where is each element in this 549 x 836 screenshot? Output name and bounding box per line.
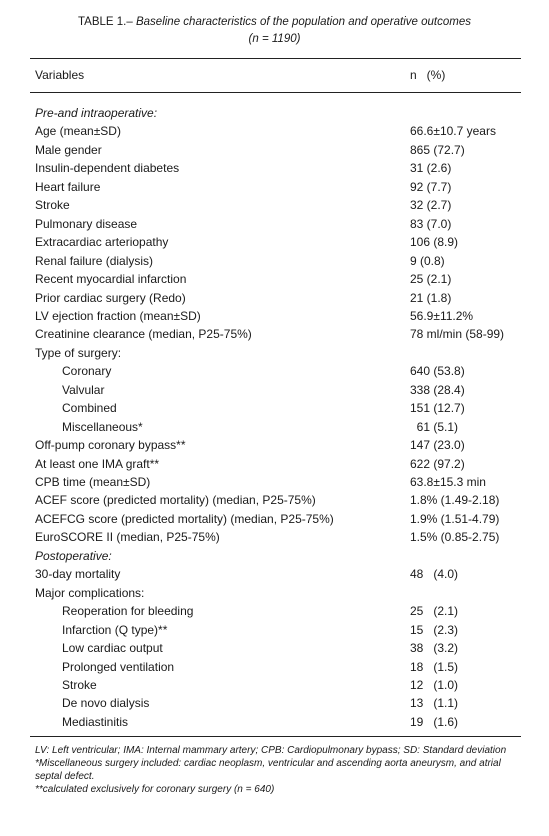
value-cell: 56.9±11.2% — [410, 308, 474, 323]
header-n-percent: n (%) — [410, 68, 446, 82]
table-row — [0, 602, 549, 620]
variable-label: LV ejection fraction (mean±SD) — [35, 308, 201, 323]
value-cell: 12 (1.0) — [410, 677, 459, 692]
header-variables: Variables — [35, 68, 85, 82]
value-cell: 106 (8.9) — [410, 235, 459, 250]
variable-label: Stroke — [62, 677, 97, 692]
value-cell: 66.6±10.7 years — [410, 124, 496, 139]
table-row — [0, 694, 549, 712]
header-row — [0, 66, 549, 84]
bottom-rule — [30, 736, 521, 737]
value-cell: 13 (1.1) — [410, 696, 459, 711]
variable-label: Miscellaneous* — [62, 419, 143, 434]
value-cell: 25 (2.1) — [410, 604, 459, 619]
table-row — [0, 270, 549, 288]
variable-label: Low cardiac output — [62, 641, 163, 656]
table-row — [0, 565, 549, 583]
table-row — [0, 399, 549, 417]
table-row — [0, 491, 549, 509]
footnote-coronary: **calculated exclusively for coronary surgery (n = 640) — [35, 784, 275, 795]
value-cell: 63.8±15.3 min — [410, 475, 486, 489]
variable-label: Combined — [62, 401, 117, 416]
value-cell: 78 ml/min (58-99) — [410, 327, 505, 342]
variable-label: CPB time (mean±SD) — [35, 475, 151, 489]
table-label: TABLE 1.– — [78, 16, 136, 28]
variable-label: Recent myocardial infarction — [35, 272, 187, 287]
variable-label: Stroke — [35, 198, 70, 213]
value-cell: 338 (28.4) — [410, 382, 465, 397]
value-cell: 865 (72.7) — [410, 142, 465, 157]
table-row — [0, 289, 549, 307]
variable-label: Major complications: — [35, 585, 145, 600]
section-header-row — [0, 104, 549, 122]
value-cell: 21 (1.8) — [410, 290, 452, 305]
table-row — [0, 676, 549, 694]
table-sample-size: (n = 1190) — [248, 33, 301, 45]
variable-label: Postoperative: — [35, 548, 112, 563]
variable-label: Type of surgery: — [35, 345, 122, 360]
variable-label: Valvular — [62, 382, 105, 397]
table-row — [0, 639, 549, 657]
footnote-miscellaneous: *Miscellaneous surgery included: cardiac neoplasm, ventricular and ascending aorta aneurysm, and atrial septal defect. — [35, 758, 501, 782]
variable-label: Prior cardiac surgery (Redo) — [35, 290, 186, 305]
value-cell: 1.8% (1.49-2.18) — [410, 493, 500, 508]
variable-label: Insulin-dependent diabetes — [35, 161, 180, 176]
table-row — [0, 381, 549, 399]
header-rule — [30, 92, 521, 93]
top-rule — [30, 58, 521, 59]
value-cell: 48 (4.0) — [410, 567, 459, 582]
variable-label: At least one IMA graft** — [35, 456, 160, 471]
value-cell: 147 (23.0) — [410, 438, 465, 453]
value-cell: 25 (2.1) — [410, 272, 452, 287]
variable-label: Infarction (Q type)** — [62, 622, 168, 637]
table-row — [0, 528, 549, 546]
table-title — [0, 14, 549, 48]
variable-label: De novo dialysis — [62, 696, 150, 711]
table-row — [0, 436, 549, 454]
value-cell: 32 (2.7) — [410, 198, 452, 213]
section-header-row — [0, 547, 549, 565]
table-row — [0, 215, 549, 233]
variable-label: Male gender — [35, 142, 102, 157]
table-row — [0, 307, 549, 325]
value-cell: 1.9% (1.51-4.79) — [410, 511, 500, 526]
variable-label: Off-pump coronary bypass** — [35, 438, 186, 453]
table-row — [0, 658, 549, 676]
table-title-line — [0, 14, 549, 31]
value-cell: 92 (7.7) — [410, 179, 452, 194]
variable-label: Renal failure (dialysis) — [35, 253, 154, 268]
variable-label: Pre-and intraoperative: — [35, 106, 158, 120]
table-row — [0, 713, 549, 731]
value-cell: 15 (2.3) — [410, 622, 459, 637]
variable-label: 30-day mortality — [35, 567, 121, 582]
table-row — [0, 159, 549, 177]
variable-label: Heart failure — [35, 179, 101, 194]
variable-label: Prolonged ventilation — [62, 659, 175, 674]
value-cell: 151 (12.7) — [410, 401, 465, 416]
table-row — [0, 325, 549, 343]
footnotes — [35, 744, 521, 796]
table-row — [0, 344, 549, 362]
value-cell: 18 (1.5) — [410, 659, 459, 674]
value-cell: 61 (5.1) — [410, 419, 459, 434]
table-row — [0, 362, 549, 380]
table-row — [0, 455, 549, 473]
variable-label: Mediastinitis — [62, 714, 129, 729]
variable-label: EuroSCORE II (median, P25-75%) — [35, 530, 220, 545]
table-row — [0, 141, 549, 159]
variable-label: ACEFCG score (predicted mortality) (median, P25-75%) — [35, 511, 334, 526]
variable-label: Creatinine clearance (median, P25-75%) — [35, 327, 252, 342]
variable-label: Reoperation for bleeding — [62, 604, 194, 619]
value-cell: 31 (2.6) — [410, 161, 452, 176]
value-cell: 9 (0.8) — [410, 253, 445, 268]
table-row — [0, 621, 549, 639]
value-cell: 1.5% (0.85-2.75) — [410, 530, 500, 545]
variable-label: ACEF score (predicted mortality) (median, P25-75%) — [35, 493, 316, 508]
table-row — [0, 122, 549, 140]
table-row — [0, 473, 549, 491]
value-cell: 622 (97.2) — [410, 456, 465, 471]
table-row — [0, 584, 549, 602]
variable-label: Extracardiac arteriopathy — [35, 235, 169, 250]
table-row — [0, 418, 549, 436]
table-row — [0, 233, 549, 251]
value-cell: 640 (53.8) — [410, 364, 465, 379]
variable-label: Pulmonary disease — [35, 216, 138, 231]
value-cell: 19 (1.6) — [410, 714, 459, 729]
table-row — [0, 252, 549, 270]
table-caption: Baseline characteristics of the population and operative outcomes — [135, 16, 471, 28]
value-cell: 83 (7.0) — [410, 216, 452, 231]
footnote-abbreviations: LV: Left ventricular; IMA: Internal mammary artery; CPB: Cardiopulmonary bypass; SD: Standard deviation — [35, 745, 507, 756]
value-cell: 38 (3.2) — [410, 641, 459, 656]
table-row — [0, 510, 549, 528]
variable-label: Age (mean±SD) — [35, 124, 121, 139]
table-row — [0, 178, 549, 196]
variable-label: Coronary — [62, 364, 112, 379]
table-row — [0, 196, 549, 214]
